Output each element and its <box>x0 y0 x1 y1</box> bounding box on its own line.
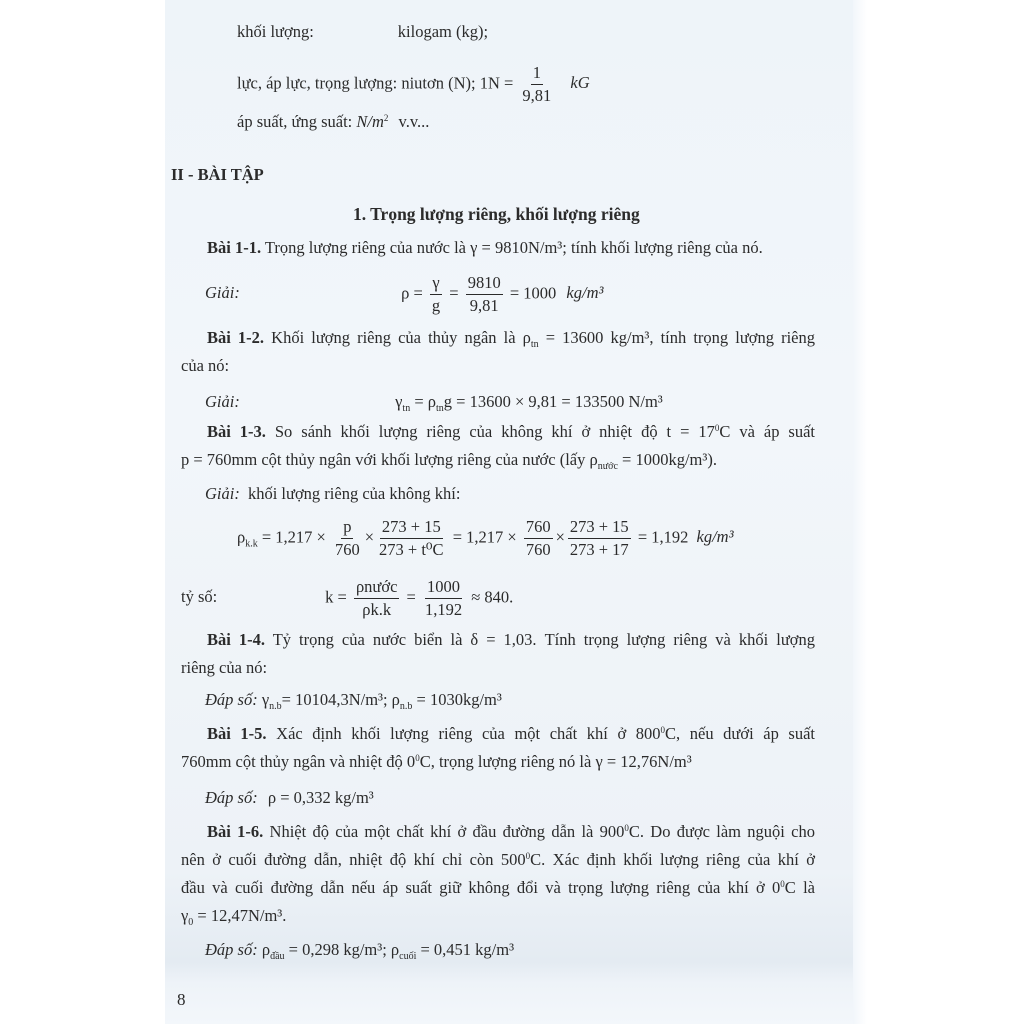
problem-statement-cont: C và áp suất <box>719 422 815 441</box>
result-unit: kg/m³ <box>566 283 604 303</box>
times-sign: × <box>555 527 565 547</box>
equation-mid: = ρ <box>410 392 436 411</box>
problem-id: Bài 1-2. <box>207 328 265 347</box>
subscript: tn <box>530 339 539 350</box>
fraction-numerator: 273 + 15 <box>380 516 443 539</box>
problem-statement: Xác định khối lượng riêng của một chất khí ở 800 <box>266 724 661 743</box>
problem-1-2-text <box>207 328 815 348</box>
problem-1-2-text-line2: của nó: <box>181 356 230 375</box>
superscript: 0 <box>525 851 531 861</box>
answer-tail: = 0,451 kg/m³ <box>416 940 515 959</box>
fraction-denominator: 273 + 17 <box>569 540 629 559</box>
problem-1-6-text-line2 <box>181 850 815 870</box>
problem-1-3-text <box>207 422 815 442</box>
fraction <box>524 516 553 561</box>
book-page <box>165 0 853 1024</box>
units-force-line <box>237 62 590 107</box>
problem-statement-line2-tail: C. Xác định khối lượng riêng của khí ở <box>530 850 815 869</box>
answer-mid: = 0,298 kg/m³; ρ <box>284 940 400 959</box>
force-unit: kG <box>570 73 590 93</box>
problem-statement-line2: p = 760mm cột thủy ngân với khối lượng riêng của nước (lấy ρ <box>181 450 598 469</box>
mass-label: khối lượng: <box>237 22 314 41</box>
fraction <box>354 576 399 621</box>
problem-statement-tail: C, trọng lượng riêng nó là γ = 12,76N/m³ <box>419 752 692 771</box>
problem-1-6-text-line4 <box>181 906 286 926</box>
subscript: tn <box>402 403 411 414</box>
subscript: n.b <box>399 701 413 712</box>
fraction-denominator: 9,81 <box>522 86 552 105</box>
superscript: 0 <box>660 725 666 735</box>
fraction-denominator: 760 <box>525 540 551 559</box>
answer-value: γ <box>261 690 270 709</box>
solution-label: Giải: <box>205 392 240 411</box>
equation-lhs: γ <box>395 392 403 411</box>
subscript: tn <box>436 403 444 414</box>
fraction-numerator: p <box>341 516 353 539</box>
ratio-label: tỷ số: <box>181 587 218 607</box>
problem-1-5-answer <box>205 788 374 808</box>
problem-1-3-text-line2 <box>181 450 717 470</box>
equation-result: g = 13600 × 9,81 = 133500 N/m³ <box>443 392 663 411</box>
units-pressure-line <box>237 112 429 132</box>
problem-statement-cont: = 13600 kg/m³, tính trọng lượng riêng <box>538 328 815 347</box>
times-sign: × <box>364 527 375 547</box>
fraction-numerator: 1000 <box>425 576 462 599</box>
answer-value: ρ = 0,332 kg/m³ <box>267 788 374 807</box>
fraction <box>377 516 446 561</box>
subscript: n.b <box>269 701 282 712</box>
superscript: 0 <box>714 423 720 433</box>
problem-1-6-answer <box>205 940 514 960</box>
pressure-exponent: 2 <box>383 113 389 123</box>
fraction-numerator: 1 <box>531 62 543 85</box>
problem-statement: Tỷ trọng của nước biển là δ = 1,03. Tính trọng lượng riêng và khối lượng <box>264 630 815 649</box>
equation-lhs: ρ = <box>401 283 423 303</box>
problem-id: Bài 1-5. <box>207 724 267 743</box>
pressure-label: áp suất, ứng suất: <box>237 112 353 131</box>
result-value: = 1,192 <box>637 527 689 547</box>
solution-label: Giải: <box>205 484 240 503</box>
problem-statement-line3: đầu và cuối đường dẫn nếu áp suất giữ không đổi và trọng lượng riêng của khí ở 0 <box>181 878 781 897</box>
subscript: k.k <box>245 538 258 550</box>
fraction-denominator: 1,192 <box>424 600 463 619</box>
force-label: lực, áp lực, trọng lượng: niutơn (N); 1N = <box>237 73 514 93</box>
solution-label: Giải: <box>205 283 240 303</box>
fraction-denominator: 760 <box>334 540 360 559</box>
answer-mid: = 10104,3N/m³; ρ <box>281 690 400 709</box>
fraction-denominator: 9,81 <box>469 296 499 315</box>
fraction-numerator: 760 <box>524 516 553 539</box>
fraction <box>430 272 442 317</box>
problem-id: Bài 1-6. <box>207 822 264 841</box>
fraction <box>333 516 362 561</box>
equals-sign: = <box>406 587 416 607</box>
fraction-numerator: ρnước <box>354 576 399 599</box>
equation-term: = 1,217 × <box>261 527 326 547</box>
answer-label: Đáp số: <box>205 788 258 807</box>
superscript: 0 <box>624 823 629 833</box>
result-value: ≈ 840. <box>471 587 514 607</box>
fraction-numerator: 9810 <box>466 272 503 295</box>
problem-1-5-text-line2 <box>181 752 692 772</box>
equals-sign: = <box>449 283 459 303</box>
mass-unit: kilogam (kg); <box>397 22 489 41</box>
answer-label: Đáp số: <box>205 690 258 709</box>
subscript: nước <box>597 461 618 472</box>
result-value: = 1000 <box>509 283 557 303</box>
problem-1-6-text <box>207 822 815 842</box>
pressure-unit: N/m <box>356 112 384 131</box>
solution-intro: khối lượng riêng của không khí: <box>247 484 461 503</box>
pressure-tail: v.v... <box>398 112 430 131</box>
problem-1-1-text <box>207 238 763 258</box>
superscript: 0 <box>780 879 785 889</box>
problem-1-4-text-line2: riêng của nó: <box>181 658 268 677</box>
problem-statement-cont: C, nếu dưới áp suất <box>665 724 816 743</box>
fraction-numerator: 273 + 15 <box>568 516 631 539</box>
problem-id: Bài 1-1. <box>207 238 262 257</box>
fraction-denominator: 273 + t⁰C <box>379 540 444 559</box>
subsection-heading: 1. Trọng lượng riêng, khối lượng riêng <box>353 204 640 224</box>
answer-value: ρ <box>261 940 271 959</box>
problem-statement: Khối lượng riêng của thủy ngân là ρ <box>264 328 531 347</box>
units-mass-line <box>237 22 488 42</box>
problem-statement-cont: C. Do được làm nguội cho <box>628 822 815 841</box>
subscript: cuối <box>399 951 417 962</box>
equation-term: = 1,217 × <box>452 527 517 547</box>
fraction-denominator: g <box>431 296 441 315</box>
fraction <box>423 576 464 621</box>
problem-id: Bài 1-4. <box>207 630 265 649</box>
answer-tail: = 1030kg/m³ <box>412 690 502 709</box>
problem-1-4-answer <box>205 690 502 710</box>
fraction-denominator: ρk.k <box>362 600 392 619</box>
problem-statement-tail: = 1000kg/m³). <box>617 450 717 469</box>
problem-statement-line2: nên ở cuối đường dẫn, nhiệt độ khí chỉ còn 500 <box>181 850 526 869</box>
problem-statement-line2: 760mm cột thủy ngân và nhiệt độ 0 <box>181 752 416 771</box>
result-unit: kg/m³ <box>696 527 734 547</box>
subscript: đầu <box>270 951 285 962</box>
section-heading: II - BÀI TẬP <box>171 165 264 184</box>
problem-1-2-solution <box>205 392 663 412</box>
problem-1-3-equation-2 <box>181 576 513 622</box>
problem-id: Bài 1-3. <box>207 422 266 441</box>
subscript: 0 <box>188 917 194 928</box>
problem-1-3-solution-intro <box>205 484 460 504</box>
problem-statement-line3-tail: C là <box>784 878 815 897</box>
superscript: 0 <box>415 753 420 763</box>
fraction <box>466 272 503 317</box>
problem-statement-line4-tail: = 12,47N/m³. <box>193 906 287 925</box>
gamma-symbol: γ <box>181 906 189 925</box>
problem-1-3-equation-1 <box>237 516 734 562</box>
fraction <box>568 516 631 561</box>
problem-1-4-text <box>207 630 815 650</box>
fraction-numerator: γ <box>430 272 441 295</box>
problem-statement: So sánh khối lượng riêng của không khí ở nhiệt độ t = 17 <box>265 422 715 441</box>
equation-lhs: k = <box>325 587 347 607</box>
force-fraction <box>520 62 553 107</box>
problem-1-1-solution <box>205 272 603 316</box>
problem-statement: Trọng lượng riêng của nước là γ = 9810N/m³; tính khối lượng riêng của nó. <box>261 238 763 257</box>
answer-label: Đáp số: <box>205 940 258 959</box>
problem-1-6-text-line3 <box>181 878 815 898</box>
problem-1-5-text <box>207 724 815 744</box>
equation-lhs: ρ <box>237 527 246 547</box>
problem-statement: Nhiệt độ của một chất khí ở đầu đường dẫn là 900 <box>263 822 625 841</box>
page-number: 8 <box>177 990 186 1009</box>
